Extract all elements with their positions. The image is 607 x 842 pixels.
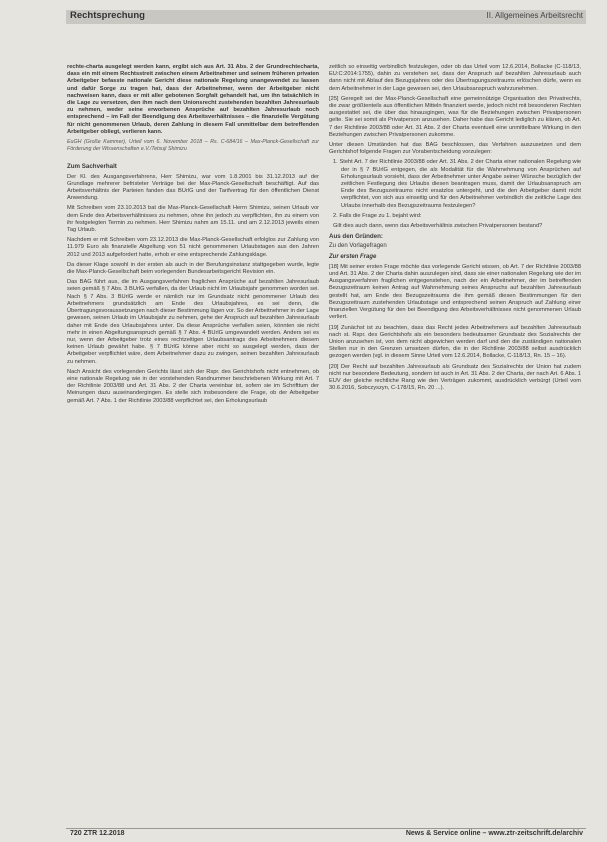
body-paragraph: Das BAG führt aus, die im Ausgangsverfahren fraglichen Ansprüche auf bezahlten Jahresurlaub seien gemäß § 7 Abs. 3 BUrlG verfallen, da der Urlaub nicht im Urlaubsjahr genommen worden sei. Nach § 7 Abs. 3 BUrlG werde er nämlich nur im Grundsatz nicht genommener Urlaub des Arbeitnehmers grundsätzlich am Ende des Urlaubsjahres, es sei denn, die Übertragungsvoraussetzungen nach dieser Bestimmung lägen vor. So der Arbeitnehmer in der Lage gewesen, seinen Urlaub im Urlaubsjahr zu nehmen, gehe der Anspruch auf bezahlten Jahresurlaub daher mit Ende des Urlaubsjahres unter. Da diese Ansprüche verfallen seien, könnten sie nicht mehr in einen Abgeltungsanspruch gemäß § 7 Abs. 4 BUrlG umgewandelt werden. Anders sei es nur, wenn der Arbeitgeber trotz eines rechtzeitigen Urlaubsantrags des Arbeitnehmers diesem keinen Urlaub gewährt habe. § 7 BUrlG könne aber nicht so ausgelegt werden, dass der Arbeitgeber verpflichtet wäre, dem Arbeitnehmer dazu zu zwingen, seinen bezahlten Jahresurlaub zu nehmen. — [67, 279, 319, 365]
left-column — [67, 64, 319, 408]
section-heading-facts: Zum Sachverhalt — [67, 163, 117, 171]
body-paragraph: zeitlich so einseitig verbindlich festzulegen, oder ob das Urteil vom 12.6.2014, Bollacke (C-118/13, EU:C:2014:1755), dahin zu verstehen sei, dass der Anspruch auf bezahlten Jahresurlaub auch dann nicht mit Ablauf des Bezugsjahres oder des Übertragungszeitraums erlöschen dürfe, wenn es dem Arbeitnehmer in der Lage gewesen sei, den Urlaubsanspruch wahrzunehmen. — [329, 64, 581, 92]
question-item-1: 1. Steht Art. 7 der Richtlinie 2003/88 oder Art. 31 Abs. 2 der Charta einer nationalen Regelung wie der in § 7 BUrlG entgegen, die als Modalität für die Wahrnehmung von Ansprüchen auf Erholungsurlaub vorsieht, dass der Arbeitnehmer unter Angabe seiner Wünsche bezüglich der zeitlichen Festlegung des Urlaubs diesen beantragen muss, damit der Urlaubsanspruch am Ende des Bezugszeitraums nicht ersatzlos untergeht, und die den Arbeitgeber damit nicht verpflichtet, von sich aus einseitig und für den Arbeitnehmer verbindlich die zeitliche Lage des Urlaubs innerhalb des Bezugszeitraums festzulegen? — [333, 159, 581, 209]
body-paragraph: Unter diesen Umständen hat das BAG beschlossen, das Verfahren auszusetzen und dem Gerichtshof folgende Fragen zur Vorabentscheidung vorzulegen: — [329, 142, 581, 156]
body-paragraph: Da dieser Klage sowohl in der ersten als auch in der Berufungsinstanz stattgegeben wurde, legte die Max-Planck-Gesellschaft beim vorlegenden Bundesarbeitsgericht Revision ein. — [67, 261, 319, 276]
footer-website-link[interactable]: News & Service online – www.ztr-zeitschrift.de/archiv — [405, 830, 583, 837]
right-column — [329, 64, 581, 395]
footer-rule — [66, 828, 586, 829]
body-paragraph: [19] Zunächst ist zu beachten, dass das Recht jedes Arbeitnehmers auf bezahlten Jahresurlaub nach st. Rspr. des Gerichtshofs als ein besonders bedeutsamer Grundsatz des Sozialrechts der Union anzusehen ist, von dem nicht abgewichen werden darf und den die zuständigen nationalen Stellen nur in den Grenzen umsetzen dürfen, die in der Richtlinie 2003/88 selbst ausdrücklich gezogen werden (vgl. in diesem Sinne Urteil vom 12.6.2014, Bollacke, C-118/13, Rn. 15 – 16). — [329, 324, 581, 360]
headnote-paragraph: rechte-charta ausgelegt werden kann, ergibt sich aus Art. 31 Abs. 2 der Grundrechtecharta, dass ein mit einem Rechtsstreit zwischen einem Arbeitnehmer und seinem früheren privaten Arbeitgeber befasste nationale Gericht diese nationale Regelung unangewendet zu lassen und dafür Sorge zu tragen hat, dass der Arbeitnehmer, wenn der Arbeitgeber nicht nachweisen kann, dass er mit aller gebotenen Sorgfalt gehandelt hat, um ihn tatsächlich in die Lage zu versetzen, den ihm nach dem Unionsrecht zustehenden bezahlten Jahresurlaub zu nehmen, weder seine erworbenen Ansprüche auf bezahlten Jahresurlaub noch entsprechend – im Fall der Beendigung des Arbeitsverhältnisses – die finanzielle Vergütung für nicht genommenen Urlaub, deren Zahlung in diesem Fall unmittelbar dem betreffenden Arbeitgeber obliegt, verlieren kann. — [67, 64, 319, 135]
header-category: II. Allgemeines Arbeitsrecht — [486, 11, 583, 20]
body-paragraph: Mit Schreiben vom 23.10.2013 bat die Max-Planck-Gesellschaft Herrn Shimizu, seinen Urlaub vor dem Ende des Arbeitsverhältnisses zu nehmen, ohne ihn jedoch zu verpflichten, ihn zu einem von ihr festgelegten Termin zu nehmen. Herr Shimizu nahm am 15.11. und am 2.12.2013 jeweils einen Tag Urlaub. — [67, 205, 319, 234]
subheading-questions: Zu den Vorlagefragen — [329, 243, 387, 250]
subheading-first-question: Zur ersten Frage — [329, 253, 377, 260]
question-item-2: 2. Falls die Frage zu 1. bejaht wird: — [333, 212, 422, 219]
body-paragraph: [20] Der Recht auf bezahlten Jahresurlaub als Grundsatz des Sozialrechts der Union hat zudem nicht nur besondere Bedeutung, sondern ist auch in Art. 31 Abs. 2 der Charta, der nach Art. 6 Abs. 1 EUV der gleiche rechtliche Rang wie den Verträgen zukommt, ausdrücklich verbürgt (Urteil vom 30.6.2016, Sobczyszyn, C-178/15, Rn. 20 ...). — [329, 363, 581, 392]
section-heading-reasons: Aus den Gründen: — [329, 233, 383, 241]
body-paragraph: Nach Ansicht des vorlegenden Gerichts lässt sich der Rspr. des Gerichtshofs nicht entnehmen, ob eine nationale Regelung wie in der vorstehenden Randnummer beschriebenen Wirkung mit Art. 7 der Richtlinie 2003/88 und Art. 31 Abs. 2 der Charta vereinbar ist, sofern sie im Schrifttum der Meinungen dazu auseinandergingen. Es stelle sich insbesondere die Frage, ob der Arbeitgeber gemäß Art. 7 Abs. 1 der Richtlinie 2003/88 verpflichtet sei, den Erholungsurlaub — [67, 368, 319, 404]
footer-page-number: 720 ZTR 12.2018 — [70, 830, 125, 837]
body-paragraph: Nachdem er mit Schreiben vom 23.12.2013 die Max-Planck-Gesellschaft erfolglos zur Zahlung von 11.979 Euro als finanzielle Abgeltung von 51 nicht genommenen Urlaubstagen aus den Jahren 2012 und 2013 aufgefordert hatte, erhob er eine entsprechende Zahlungsklage. — [67, 237, 319, 258]
body-paragraph: [18] Mit seiner ersten Frage möchte das vorlegende Gericht wissen, ob Art. 7 der Richtlinie 2003/88 und Art. 31 Abs. 2 der Charta dahin auszulegen sind, dass sie einer nationalen Regelung wie der im Ausgangsverfahren fraglichen entgegenstehen, nach der ein Arbeitnehmer, der im betreffenden Bezugszeitraum keinen Antrag auf Wahrnehmung seines Anspruchs auf bezahlten Jahresurlaub gestellt hat, am Ende des Bezugszeitraums die ihm gemäß diesen Bestimmungen für den Bezugszeitraum zustehenden Urlaubstage und entsprechend seinen Anspruch auf Zahlung einer finanziellen Vergütung für den bei Beendigung des Arbeitsverhältnisses nicht genommenen Urlaub verliert. — [329, 263, 581, 321]
header-section-title: Rechtsprechung — [70, 10, 145, 21]
case-citation: EuGH (Große Kammer), Urteil vom 6. November 2018 – Rs. C-684/16 – Max-Planck-Gesellschaft zur Förderung der Wissenschaften e.V./Tetsuji Shimizu — [67, 139, 319, 153]
body-paragraph: Der Kl. des Ausgangsverfahrens, Herr Shimizu, war vom 1.8.2001 bis 31.12.2013 auf der Grundlage mehrerer befristeter Verträge bei der Max-Planck-Gesellschaft beschäftigt. Auf das Arbeitsverhältnis der Parteien fanden das BUrlG und der Tarifvertrag für den öffentlichen Dienst Anwendung. — [67, 173, 319, 202]
question-item-2-text: Gilt dies auch dann, wenn das Arbeitsverhältnis zwischen Privatpersonen bestand? — [333, 223, 543, 230]
body-paragraph: [25] Geregelt sei der Max-Planck-Gesellschaft eine gemeinnützige Organisation des Privatrechts, die zwar größtenteils aus öffentlichen Mitteln finanziert werde, jedoch nicht mit besonderen Rechten ausgestattet sei, die über das hinausgingen, was für die Beziehungen zwischen Privatpersonen gelte. Sie sei somit als Privatperson anzusehen. Daher habe das Gericht lediglich zu klären, ob Art. 7 der Richtlinie 2003/88 oder Art. 31 Abs. 2 der Charta eventuell eine unmittelbare Wirkung in den Beziehungen zwischen Privatpersonen zukomme. — [329, 95, 581, 138]
